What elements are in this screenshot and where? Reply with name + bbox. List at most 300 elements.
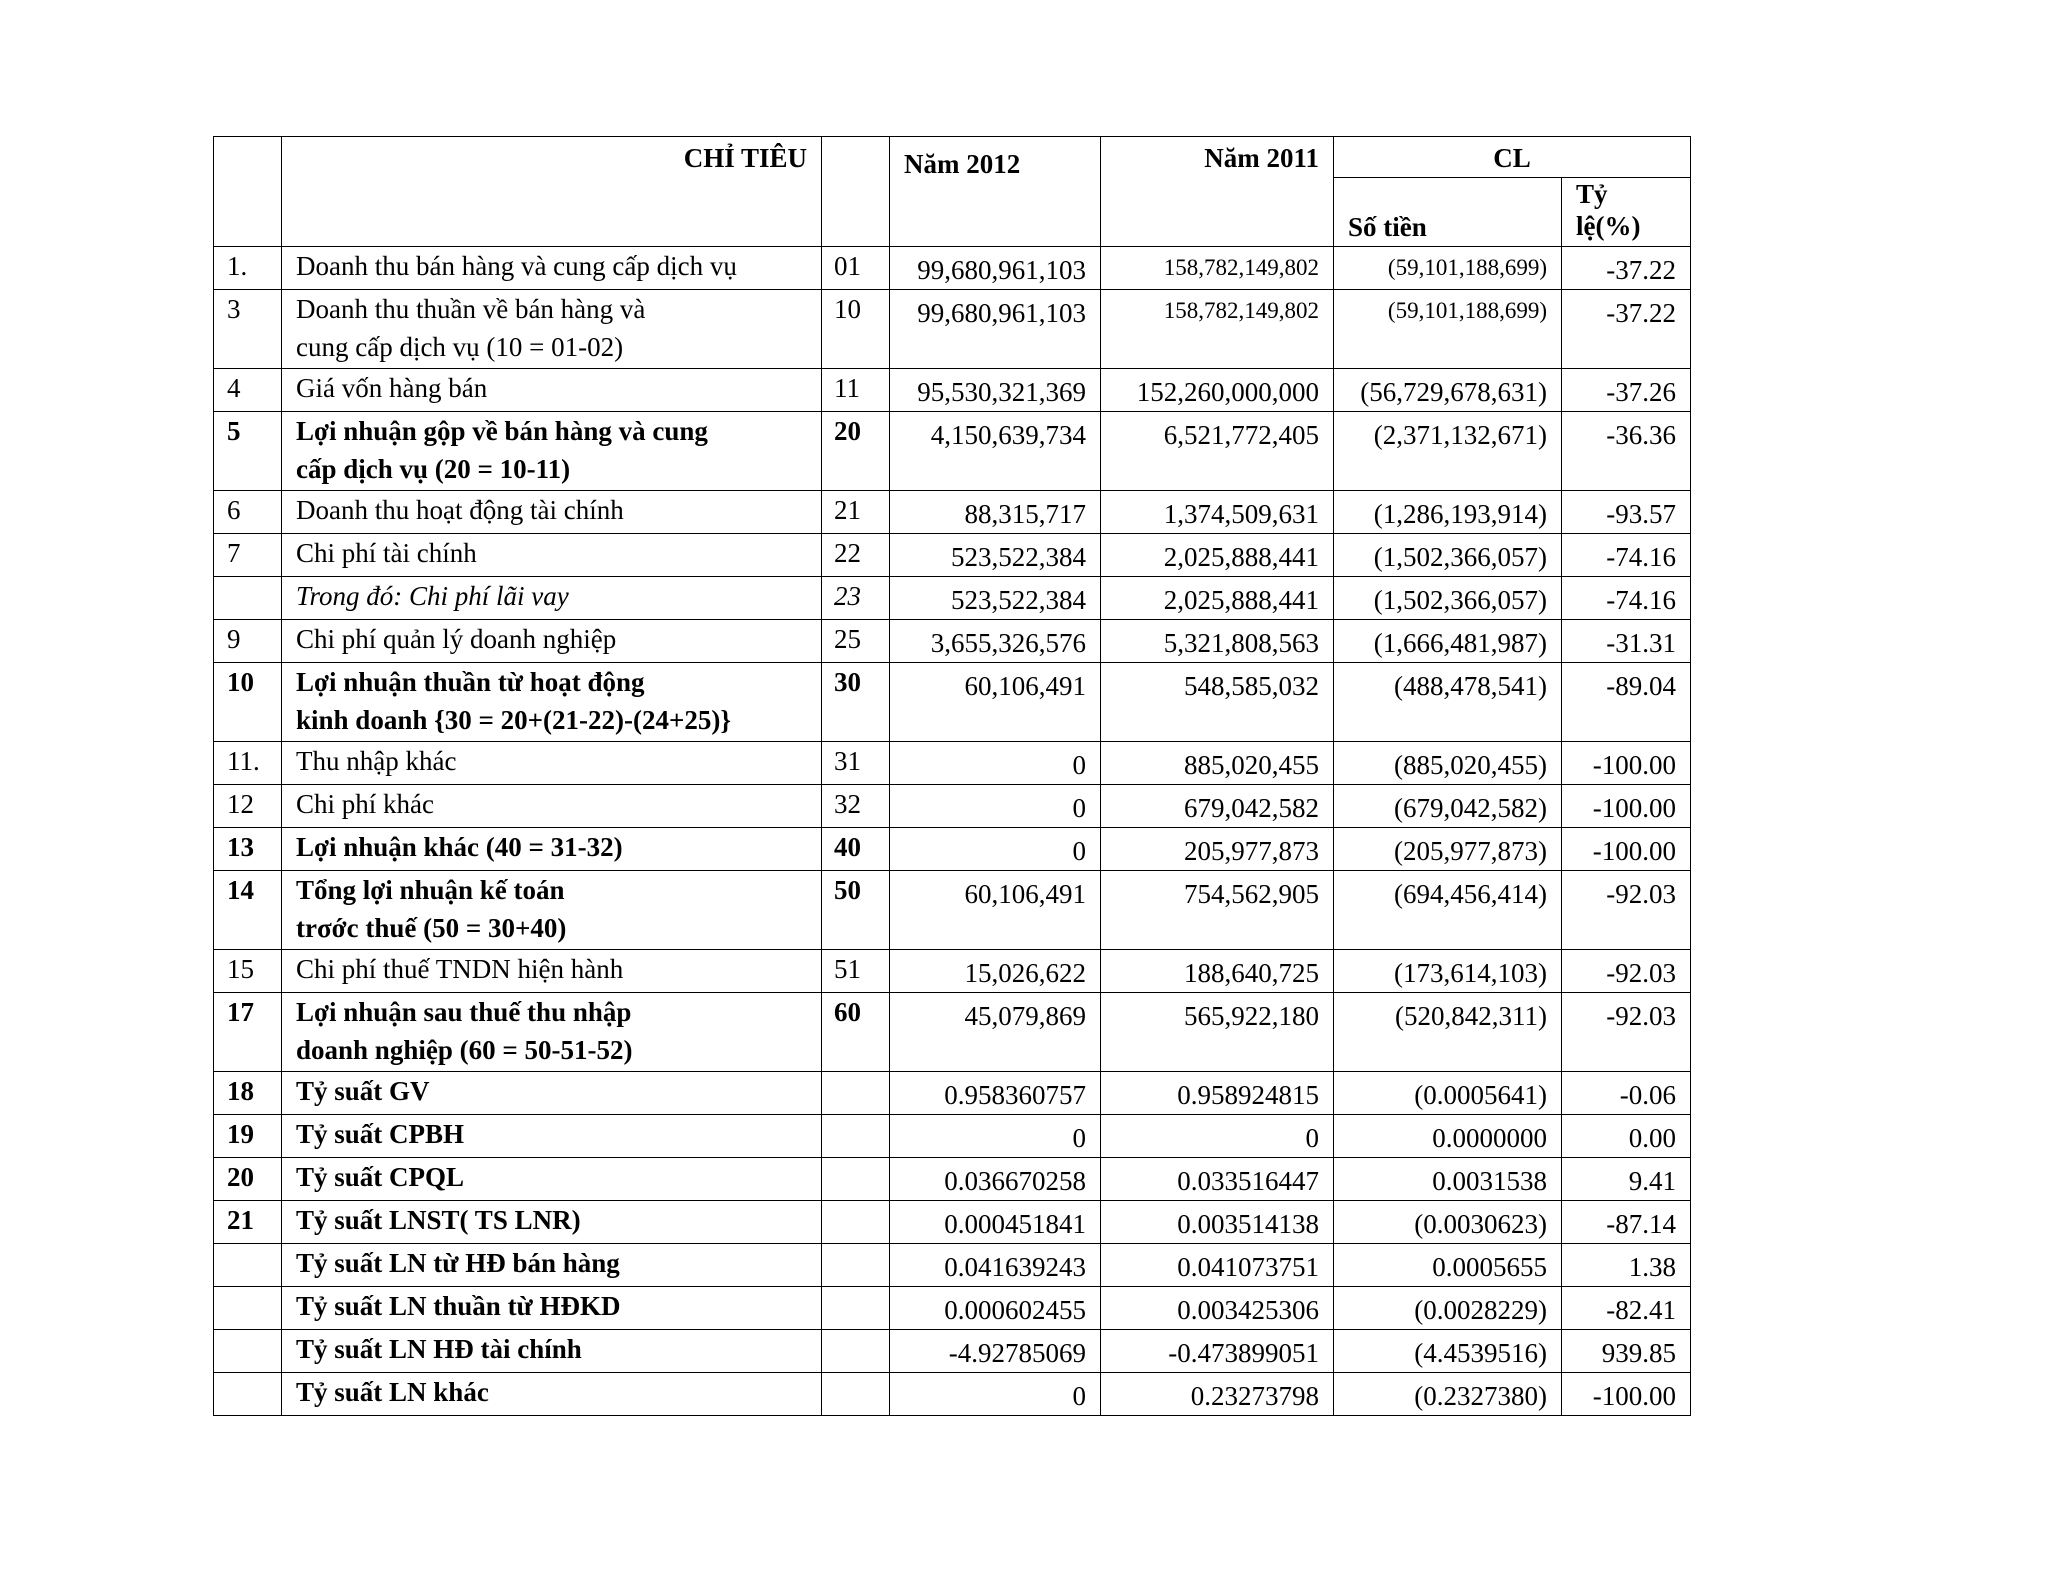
table-row [214,950,1691,993]
value-2012: 88,315,717 [964,499,1086,529]
value-2012: 0.958360757 [944,1080,1086,1110]
table-row [214,1330,1691,1373]
header-ty-le-line-2: lệ(%) [1576,211,1641,241]
row-code-text: 10 [834,294,861,324]
row-stt-text: 5 [227,416,241,446]
row-code-text: 11 [834,373,860,403]
value-diff: (1,502,366,057) [1373,585,1547,615]
row-name [282,1373,822,1416]
row-value-2011 [1101,1330,1334,1373]
value-2012: 0 [1072,1123,1086,1153]
row-value-pct [1562,742,1691,785]
row-name-line: Tỷ suất CPBH [296,1119,465,1149]
header-ty-le [1562,178,1691,247]
value-diff: (2,371,132,671) [1373,420,1547,450]
value-2012: 0.000602455 [944,1295,1086,1325]
table-row [214,247,1691,290]
table-row [214,369,1691,412]
row-value-diff [1334,534,1562,577]
value-pct: -100.00 [1592,793,1676,823]
row-value-2011 [1101,1287,1334,1330]
value-2011: 679,042,582 [1184,793,1319,823]
row-value-diff [1334,1287,1562,1330]
header-chi-tieu: CHỈ TIÊU [282,137,822,247]
row-stt [214,369,282,412]
row-value-diff [1334,1330,1562,1373]
row-name [282,993,822,1072]
value-2012: 523,522,384 [951,585,1086,615]
row-stt-text: 4 [227,373,241,403]
value-2011: 158,782,149,802 [1163,298,1319,323]
value-2011: 0.003514138 [1177,1209,1319,1239]
row-name [282,369,822,412]
table-row [214,1244,1691,1287]
value-diff: (0.2327380) [1414,1381,1547,1411]
row-stt-text: 13 [227,832,254,862]
row-stt-text: 19 [227,1119,254,1149]
row-value-2012 [890,785,1101,828]
row-value-diff [1334,1072,1562,1115]
row-name [282,1201,822,1244]
row-name [282,1330,822,1373]
value-pct: -37.22 [1606,298,1676,328]
row-code-text: 22 [834,538,861,568]
value-diff: 0.0005655 [1432,1252,1547,1282]
financial-comparison-table [213,136,1691,1416]
row-name-line: Lợi nhuận khác (40 = 31-32) [296,832,623,862]
row-stt [214,828,282,871]
row-name [282,1287,822,1330]
row-value-2011 [1101,1244,1334,1287]
row-name-line: Lợi nhuận thuần từ hoạt động [296,667,645,697]
row-value-2011 [1101,663,1334,742]
row-code-text: 40 [834,832,861,862]
row-stt [214,1115,282,1158]
row-value-diff [1334,1201,1562,1244]
row-name-line: Chi phí quản lý doanh nghiệp [296,624,617,654]
row-name [282,742,822,785]
row-stt [214,534,282,577]
row-code-text: 51 [834,954,861,984]
row-value-2012 [890,1158,1101,1201]
row-value-2011 [1101,1115,1334,1158]
row-value-pct [1562,491,1691,534]
row-code [822,534,890,577]
row-name-line: trσớc thuế (50 = 30+40) [296,913,567,943]
row-value-diff [1334,1158,1562,1201]
row-stt-text: 10 [227,667,254,697]
table-row [214,828,1691,871]
value-pct: -37.22 [1606,255,1676,285]
row-name-line: Tỷ suất LN thuần từ HĐKD [296,1291,621,1321]
row-name-line: doanh nghiệp (60 = 50-51-52) [296,1035,633,1065]
row-value-pct [1562,785,1691,828]
table-row [214,871,1691,950]
value-pct: 1.38 [1628,1252,1676,1282]
row-code [822,1373,890,1416]
value-diff: (205,977,873) [1394,836,1547,866]
table-row [214,742,1691,785]
row-name-line: Tỷ suất GV [296,1076,430,1106]
row-name-line: kinh doanh {30 = 20+(21-22)-(24+25)} [296,705,731,735]
row-name-line: Doanh thu hoạt động tài chính [296,495,624,525]
row-stt [214,1330,282,1373]
row-name-line: Tỷ suất LN khác [296,1377,489,1407]
value-diff: (1,502,366,057) [1373,542,1547,572]
row-value-2011 [1101,785,1334,828]
row-stt-text: 20 [227,1162,254,1192]
row-value-diff [1334,663,1562,742]
value-diff: (4.4539516) [1414,1338,1547,1368]
value-diff: (0.0030623) [1414,1209,1547,1239]
row-value-2011 [1101,577,1334,620]
value-diff: 0.0000000 [1432,1123,1547,1153]
value-diff: (520,842,311) [1395,1001,1547,1031]
row-value-2011 [1101,491,1334,534]
row-stt-text: 15 [227,954,254,984]
table-row [214,412,1691,491]
row-value-2012 [890,663,1101,742]
row-value-pct [1562,1115,1691,1158]
row-value-diff [1334,491,1562,534]
row-value-diff [1334,871,1562,950]
table-row [214,1201,1691,1244]
row-value-pct [1562,663,1691,742]
row-stt [214,577,282,620]
row-value-pct [1562,828,1691,871]
row-code [822,247,890,290]
row-value-pct [1562,369,1691,412]
value-2012: 45,079,869 [964,1001,1086,1031]
row-stt-text: 11. [227,746,260,776]
row-code-text: 31 [834,746,861,776]
row-code [822,993,890,1072]
row-stt [214,412,282,491]
row-value-2012 [890,950,1101,993]
header-nam-2012: Năm 2012 [890,137,1101,247]
table-header-row-1 [214,137,1691,178]
header-stt-cell [214,137,282,247]
value-2011: 885,020,455 [1184,750,1319,780]
row-value-2011 [1101,247,1334,290]
row-code [822,663,890,742]
row-value-diff [1334,993,1562,1072]
row-name [282,871,822,950]
row-stt [214,785,282,828]
row-value-pct [1562,247,1691,290]
value-pct: -92.03 [1606,879,1676,909]
value-diff: (173,614,103) [1394,958,1547,988]
value-pct: -93.57 [1606,499,1676,529]
row-name [282,1115,822,1158]
value-2012: 0 [1072,1381,1086,1411]
row-name [282,1072,822,1115]
row-code-text: 23 [834,581,861,611]
row-stt-text: 14 [227,875,254,905]
row-value-diff [1334,1373,1562,1416]
value-2011: 0 [1305,1123,1319,1153]
value-2011: 205,977,873 [1184,836,1319,866]
row-name-line: Lợi nhuận gộp về bán hàng và cung [296,416,708,446]
row-name-line: Doanh thu bán hàng và cung cấp dịch vụ [296,251,737,281]
row-value-2012 [890,534,1101,577]
value-2012: 60,106,491 [964,879,1086,909]
row-code [822,290,890,369]
value-2012: 0.000451841 [944,1209,1086,1239]
row-value-2012 [890,1244,1101,1287]
table-row [214,290,1691,369]
value-pct: 0.00 [1628,1123,1676,1153]
row-code-text: 50 [834,875,861,905]
table-row [214,1287,1691,1330]
row-stt [214,663,282,742]
row-name-line: Tỷ suất LN HĐ tài chính [296,1334,582,1364]
row-value-2011 [1101,620,1334,663]
value-2012: 0.041639243 [944,1252,1086,1282]
row-stt-text: 1. [227,251,248,281]
row-value-diff [1334,577,1562,620]
row-value-2012 [890,828,1101,871]
value-pct: -89.04 [1606,671,1676,701]
value-pct: 9.41 [1628,1166,1676,1196]
row-name-line: Thu nhập khác [296,746,457,776]
row-value-pct [1562,871,1691,950]
row-code-text: 30 [834,667,861,697]
row-value-2012 [890,412,1101,491]
row-value-2011 [1101,369,1334,412]
value-diff: (694,456,414) [1394,879,1547,909]
row-code [822,1158,890,1201]
row-stt-text: 17 [227,997,254,1027]
table-row [214,534,1691,577]
row-name [282,785,822,828]
row-value-2011 [1101,1201,1334,1244]
row-stt [214,1373,282,1416]
header-cl: CL [1334,137,1691,178]
row-code-text: 21 [834,495,861,525]
row-name [282,1158,822,1201]
row-stt-text: 21 [227,1205,254,1235]
value-2012: -4.92785069 [948,1338,1086,1368]
value-pct: -87.14 [1606,1209,1676,1239]
table-row [214,491,1691,534]
row-code-text: 60 [834,997,861,1027]
row-name [282,577,822,620]
row-value-2012 [890,1201,1101,1244]
value-2011: 0.041073751 [1177,1252,1319,1282]
value-diff: (59,101,188,699) [1387,298,1547,323]
row-value-2011 [1101,1158,1334,1201]
header-code-cell [822,137,890,247]
value-2011: 2,025,888,441 [1163,585,1319,615]
row-value-pct [1562,1158,1691,1201]
row-value-pct [1562,993,1691,1072]
row-code [822,1201,890,1244]
row-value-2011 [1101,534,1334,577]
value-2012: 15,026,622 [964,958,1086,988]
value-2011: 0.033516447 [1177,1166,1319,1196]
value-2012: 99,680,961,103 [917,255,1086,285]
row-value-diff [1334,1244,1562,1287]
table-row [214,993,1691,1072]
row-code [822,785,890,828]
row-stt [214,1201,282,1244]
row-name-line: Doanh thu thuần về bán hàng và [296,294,646,324]
table-row [214,663,1691,742]
value-2012: 523,522,384 [951,542,1086,572]
row-name [282,950,822,993]
row-value-pct [1562,290,1691,369]
row-value-2012 [890,577,1101,620]
row-name-line: Chi phí tài chính [296,538,477,568]
row-value-2012 [890,290,1101,369]
row-name [282,247,822,290]
row-code [822,828,890,871]
row-code [822,742,890,785]
value-2011: 0.23273798 [1190,1381,1319,1411]
value-2012: 60,106,491 [964,671,1086,701]
row-code-text: 32 [834,789,861,819]
value-2011: 754,562,905 [1184,879,1319,909]
row-stt [214,247,282,290]
value-pct: -36.36 [1606,420,1676,450]
row-name [282,534,822,577]
row-stt [214,1158,282,1201]
row-code-text: 20 [834,416,861,446]
row-stt [214,620,282,663]
value-pct: -100.00 [1592,1381,1676,1411]
row-value-pct [1562,950,1691,993]
row-name-line: Tổng lợi nhuận kế toán [296,875,565,905]
value-diff: (679,042,582) [1394,793,1547,823]
value-2011: 6,521,772,405 [1163,420,1319,450]
row-value-2012 [890,1115,1101,1158]
value-pct: -0.06 [1619,1080,1676,1110]
row-value-diff [1334,247,1562,290]
row-value-2012 [890,1373,1101,1416]
value-diff: (488,478,541) [1394,671,1547,701]
value-2011: 152,260,000,000 [1136,377,1319,407]
value-pct: -74.16 [1606,585,1676,615]
row-value-pct [1562,1244,1691,1287]
value-2012: 4,150,639,734 [930,420,1086,450]
row-stt [214,871,282,950]
row-stt-text: 7 [227,538,241,568]
row-code [822,1115,890,1158]
row-value-2012 [890,491,1101,534]
row-value-pct [1562,1072,1691,1115]
value-2012: 0 [1072,836,1086,866]
value-2012: 0.036670258 [944,1166,1086,1196]
header-nam-2011: Năm 2011 [1101,137,1334,247]
value-diff: (1,666,481,987) [1373,628,1547,658]
row-value-2012 [890,620,1101,663]
value-2011: 548,585,032 [1184,671,1319,701]
row-name-line: Chi phí thuế TNDN hiện hành [296,954,624,984]
value-pct: -37.26 [1606,377,1676,407]
row-value-diff [1334,369,1562,412]
row-name [282,620,822,663]
row-name [282,663,822,742]
row-name-line: Tỷ suất CPQL [296,1162,465,1192]
table-row [214,1072,1691,1115]
row-value-diff [1334,950,1562,993]
value-pct: -100.00 [1592,750,1676,780]
row-stt [214,1287,282,1330]
row-value-2012 [890,369,1101,412]
value-2011: 565,922,180 [1184,1001,1319,1031]
row-value-pct [1562,1287,1691,1330]
value-2012: 99,680,961,103 [917,298,1086,328]
row-code [822,491,890,534]
row-code [822,871,890,950]
row-name-line: cung cấp dịch vụ (10 = 01-02) [296,332,624,362]
value-diff: (59,101,188,699) [1387,255,1547,280]
row-value-2011 [1101,742,1334,785]
row-stt [214,742,282,785]
row-code [822,1287,890,1330]
row-code [822,950,890,993]
row-value-pct [1562,1201,1691,1244]
row-code [822,1244,890,1287]
row-code [822,1330,890,1373]
row-value-diff [1334,620,1562,663]
row-stt [214,1072,282,1115]
table-row [214,1115,1691,1158]
value-2011: 188,640,725 [1184,958,1319,988]
value-2012: 0 [1072,793,1086,823]
row-code [822,577,890,620]
row-stt-text: 18 [227,1076,254,1106]
row-value-2011 [1101,1072,1334,1115]
value-2011: 158,782,149,802 [1163,255,1319,280]
value-2012: 0 [1072,750,1086,780]
row-code [822,1072,890,1115]
value-diff: (0.0028229) [1414,1295,1547,1325]
row-code [822,369,890,412]
row-stt-text: 12 [227,789,254,819]
row-name [282,412,822,491]
row-code-text: 25 [834,624,861,654]
row-stt-text: 9 [227,624,241,654]
value-pct: -100.00 [1592,836,1676,866]
value-diff: (56,729,678,631) [1360,377,1547,407]
row-stt-text: 6 [227,495,241,525]
value-2011: -0.473899051 [1168,1338,1319,1368]
row-stt [214,993,282,1072]
row-value-2011 [1101,993,1334,1072]
row-value-2012 [890,993,1101,1072]
row-stt-text: 3 [227,294,241,324]
value-2012: 3,655,326,576 [930,628,1086,658]
value-2011: 5,321,808,563 [1163,628,1319,658]
table-row [214,1373,1691,1416]
row-value-2011 [1101,412,1334,491]
row-value-2011 [1101,871,1334,950]
row-value-2011 [1101,950,1334,993]
value-diff: (0.0005641) [1414,1080,1547,1110]
row-name [282,290,822,369]
table-row [214,620,1691,663]
row-value-2012 [890,871,1101,950]
row-value-2012 [890,742,1101,785]
row-value-pct [1562,1330,1691,1373]
table-row [214,785,1691,828]
row-name-line: Chi phí khác [296,789,434,819]
row-stt [214,950,282,993]
value-pct: -92.03 [1606,1001,1676,1031]
value-pct: 939.85 [1601,1338,1676,1368]
